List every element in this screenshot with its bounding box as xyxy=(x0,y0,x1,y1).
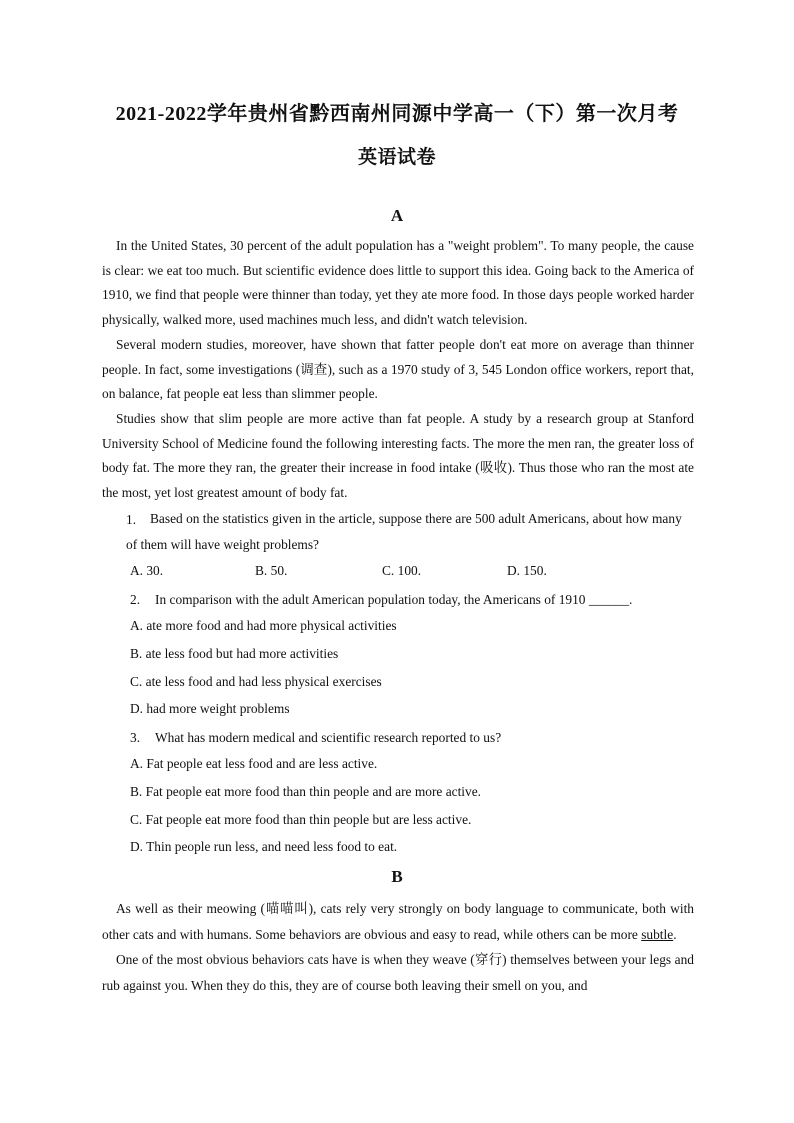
exam-title: 2021-2022学年贵州省黔西南州同源中学高一（下）第一次月考 xyxy=(115,103,679,125)
question-3-number: 3. xyxy=(130,730,141,745)
question-3-option-d: D. Thin people run less, and need less food to eat. xyxy=(130,839,398,854)
passage-paragraph: One of the most obvious behaviors cats have is when they weave (穿行) themselves between your legs and rub against you. When they do this, they are of course both leaving their smell on you, and xyxy=(102,952,694,993)
exam-subtitle: 英语试卷 xyxy=(357,147,436,168)
question-2-option-a: A. ate more food and had more physical activities xyxy=(130,618,397,633)
section-b-label: B xyxy=(391,867,403,886)
question-1-text: Based on the statistics given in the article, suppose there are 500 adult Americans, about how many of them will have weight problems? xyxy=(126,511,682,552)
question-1-option-c: C. 100. xyxy=(382,563,422,578)
question-2-option-b: B. ate less food but had more activities xyxy=(130,646,339,661)
question-3-option-a: A. Fat people eat less food and are less active. xyxy=(130,756,378,771)
underlined-word: subtle xyxy=(641,926,674,942)
section-a-label: A xyxy=(390,206,404,225)
passage-paragraph xyxy=(102,896,694,947)
question-1-option-b: B. 50. xyxy=(255,563,288,578)
passage-text: . xyxy=(673,926,677,942)
question-2-option-d: D. had more weight problems xyxy=(130,701,290,716)
passage-text: As well as their meowing (喵喵叫), cats rely very strongly on body language to communicate, both with other cats and with humans. Some behaviors are obvious and easy to read, while others can be more xyxy=(102,901,694,942)
question-2-text: In comparison with the adult American population today, the Americans of 1910 ______. xyxy=(155,592,633,607)
question-1-number: 1. xyxy=(126,512,137,527)
passage-paragraph: In the United States, 30 percent of the adult population has a "weight problem". To many people, the cause is clear: we eat too much. But scientific evidence does little to support this idea. Going back to the America of 1910, we find that people were thinner than today, yet they ate more food. In those days people worked harder physically, walked more, used machines much less, and didn't watch television. xyxy=(102,238,694,328)
passage-paragraph: Studies show that slim people are more active than fat people. A study by a research group at Stanford University School of Medicine found the following interesting facts. The more the men ran, the greater loss of body fat. The more they ran, the greater their increase in food intake (吸收). Thus those who ran the most ate the most, yet lost greatest amount of body fat. xyxy=(102,410,694,501)
question-3-option-b: B. Fat people eat more food than thin people and are more active. xyxy=(130,784,482,799)
question-3-option-c: C. Fat people eat more food than thin people but are less active. xyxy=(130,812,472,827)
section-a-passage xyxy=(102,234,694,506)
question-2-option-c: C. ate less food and had less physical exercises xyxy=(130,674,382,689)
question-2-number: 2. xyxy=(130,592,141,607)
question-3-text: What has modern medical and scientific research reported to us? xyxy=(155,730,502,745)
question-1-option-d: D. 150. xyxy=(507,563,547,578)
section-b-passage xyxy=(102,896,694,998)
passage-paragraph: Several modern studies, moreover, have shown that fatter people don't eat more on average than thinner people. In fact, some investigations (调查), such as a 1970 study of 3, 545 London office workers, report that, on balance, fat people eat less than slimmer people. xyxy=(102,336,694,402)
question-1-option-a: A. 30. xyxy=(130,563,164,578)
